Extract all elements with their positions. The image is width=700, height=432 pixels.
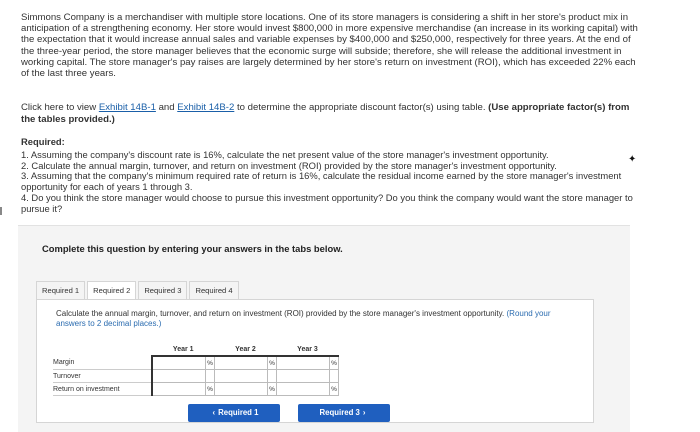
- tab-required-2[interactable]: Required 2: [87, 281, 136, 302]
- exhibit-14b-1-link[interactable]: Exhibit 14B-1: [98, 102, 156, 113]
- next-required-3-button[interactable]: [298, 404, 390, 422]
- roi-year-3-input[interactable]: [277, 383, 329, 395]
- margin-year-3-input[interactable]: [277, 357, 329, 369]
- margin-year-1-unit: %: [206, 356, 215, 370]
- prev-required-1-button[interactable]: [188, 404, 280, 422]
- turnover-year-1-cell: [152, 370, 206, 383]
- problem-intro: Simmons Company is a merchandiser with multiple store locations. One of its store managers is considering a shift in her store's product mix in anticipation of a strengthening economy. Her store would invest $800,000 in more expensive merchandise (an increase in its working capital) with the expectation that it would increase annual sales and variable expenses by $400,000 and $250,000, respectively for three years. At the end of the three-year period, the store manager believes that the economic surge will subside; therefore, she will release the additional investment in working capital. The store manager's pay raises are largely determined by her store's return on investment (ROI), which has exceeded 22% each of the last three years.: [21, 12, 638, 80]
- answer-panel: [18, 225, 630, 432]
- header-year-2: Year 2: [215, 343, 277, 356]
- prev-button-label: Required 1: [218, 408, 259, 417]
- turnover-year-2-input[interactable]: [215, 370, 267, 382]
- required-section: [21, 137, 641, 215]
- turnover-year-3-cell: [277, 370, 330, 383]
- header-year-1: Year 1: [152, 343, 215, 356]
- header-year-3: Year 3: [277, 343, 339, 356]
- roi-year-1-unit: %: [206, 383, 215, 396]
- required-item-3: 3. Assuming that the company's minimum required rate of return is 16%, calculate the residual income earned by the store manager's investment opportunity for each of years 1 through 3.: [21, 170, 622, 193]
- panel-title: Complete this question by entering your answers in the tabs below.: [42, 243, 343, 254]
- row-label-roi: Return on investment: [53, 383, 152, 396]
- table-row-turnover: [53, 370, 339, 383]
- exhibit-14b-2-link[interactable]: Exhibit 14B-2: [177, 102, 235, 113]
- roi-year-1-cell: [152, 383, 206, 396]
- roi-year-1-input[interactable]: [153, 383, 205, 395]
- instruction-text: [56, 309, 556, 328]
- left-edge-marker: [0, 207, 2, 215]
- required-item-2: 2. Calculate the annual margin, turnover, and return on investment (ROI) provided by the store manager's investment opportunity.: [21, 159, 557, 171]
- table-row-roi: [53, 383, 339, 396]
- exhibit-suffix: to determine the appropriate discount factor(s) using table.: [234, 102, 489, 113]
- row-label-turnover: Turnover: [53, 370, 152, 383]
- turnover-year-3-input[interactable]: [277, 370, 329, 382]
- table-row-margin: [53, 356, 339, 370]
- required-tabs: [36, 281, 241, 299]
- chevron-left-icon: ‹: [212, 408, 216, 417]
- turnover-year-2-unit: [268, 370, 277, 383]
- turnover-year-2-cell: [215, 370, 268, 383]
- margin-year-3-cell: [277, 356, 330, 370]
- answer-table: [53, 343, 339, 396]
- roi-year-2-input[interactable]: [215, 383, 267, 395]
- required-item-4: 4. Do you think the store manager would choose to pursue this investment opportunity? Do you think the company would want the store manager to pursue it?: [21, 191, 633, 214]
- roi-year-3-unit: %: [330, 383, 339, 396]
- required-item-1: 1. Assuming the company's discount rate is 16%, calculate the net present value of the store manager's investment opportunity.: [21, 148, 549, 160]
- margin-year-2-unit: %: [268, 356, 277, 370]
- chevron-right-icon: ›: [362, 408, 366, 417]
- row-label-margin: Margin: [53, 356, 152, 370]
- exhibit-prefix: Click here to view: [21, 102, 99, 113]
- header-spacer: [53, 343, 152, 356]
- exhibit-line: [21, 102, 641, 125]
- margin-year-3-unit: %: [330, 356, 339, 370]
- exhibit-and: and: [155, 102, 178, 113]
- roi-year-2-unit: %: [268, 383, 277, 396]
- next-button-label: Required 3: [319, 408, 360, 417]
- roi-year-2-cell: [215, 383, 268, 396]
- turnover-year-1-input[interactable]: [153, 370, 205, 382]
- roi-year-3-cell: [277, 383, 330, 396]
- margin-year-1-input[interactable]: [153, 357, 205, 369]
- instruction-main: Calculate the annual margin, turnover, and return on investment (ROI) provided by the store manager's investment opportunity.: [56, 309, 505, 318]
- tab-required-3[interactable]: Required 3: [138, 281, 187, 301]
- tab-required-4[interactable]: Required 4: [189, 281, 238, 301]
- margin-year-2-cell: [215, 356, 268, 370]
- instruction-hint: (Round your answers to 2 decimal places.): [56, 309, 551, 328]
- turnover-year-1-unit: [206, 370, 215, 383]
- margin-year-2-input[interactable]: [215, 357, 267, 369]
- margin-year-1-cell: [152, 356, 206, 370]
- required-list: [21, 150, 641, 215]
- tab-required-1[interactable]: Required 1: [36, 281, 85, 301]
- required-header: Required:: [21, 136, 65, 147]
- mouse-cursor-icon: ✦: [628, 154, 637, 165]
- turnover-year-3-unit: [330, 370, 339, 383]
- exhibit-instruction-bold: (Use appropriate factor(s) from the tables provided.): [21, 102, 630, 125]
